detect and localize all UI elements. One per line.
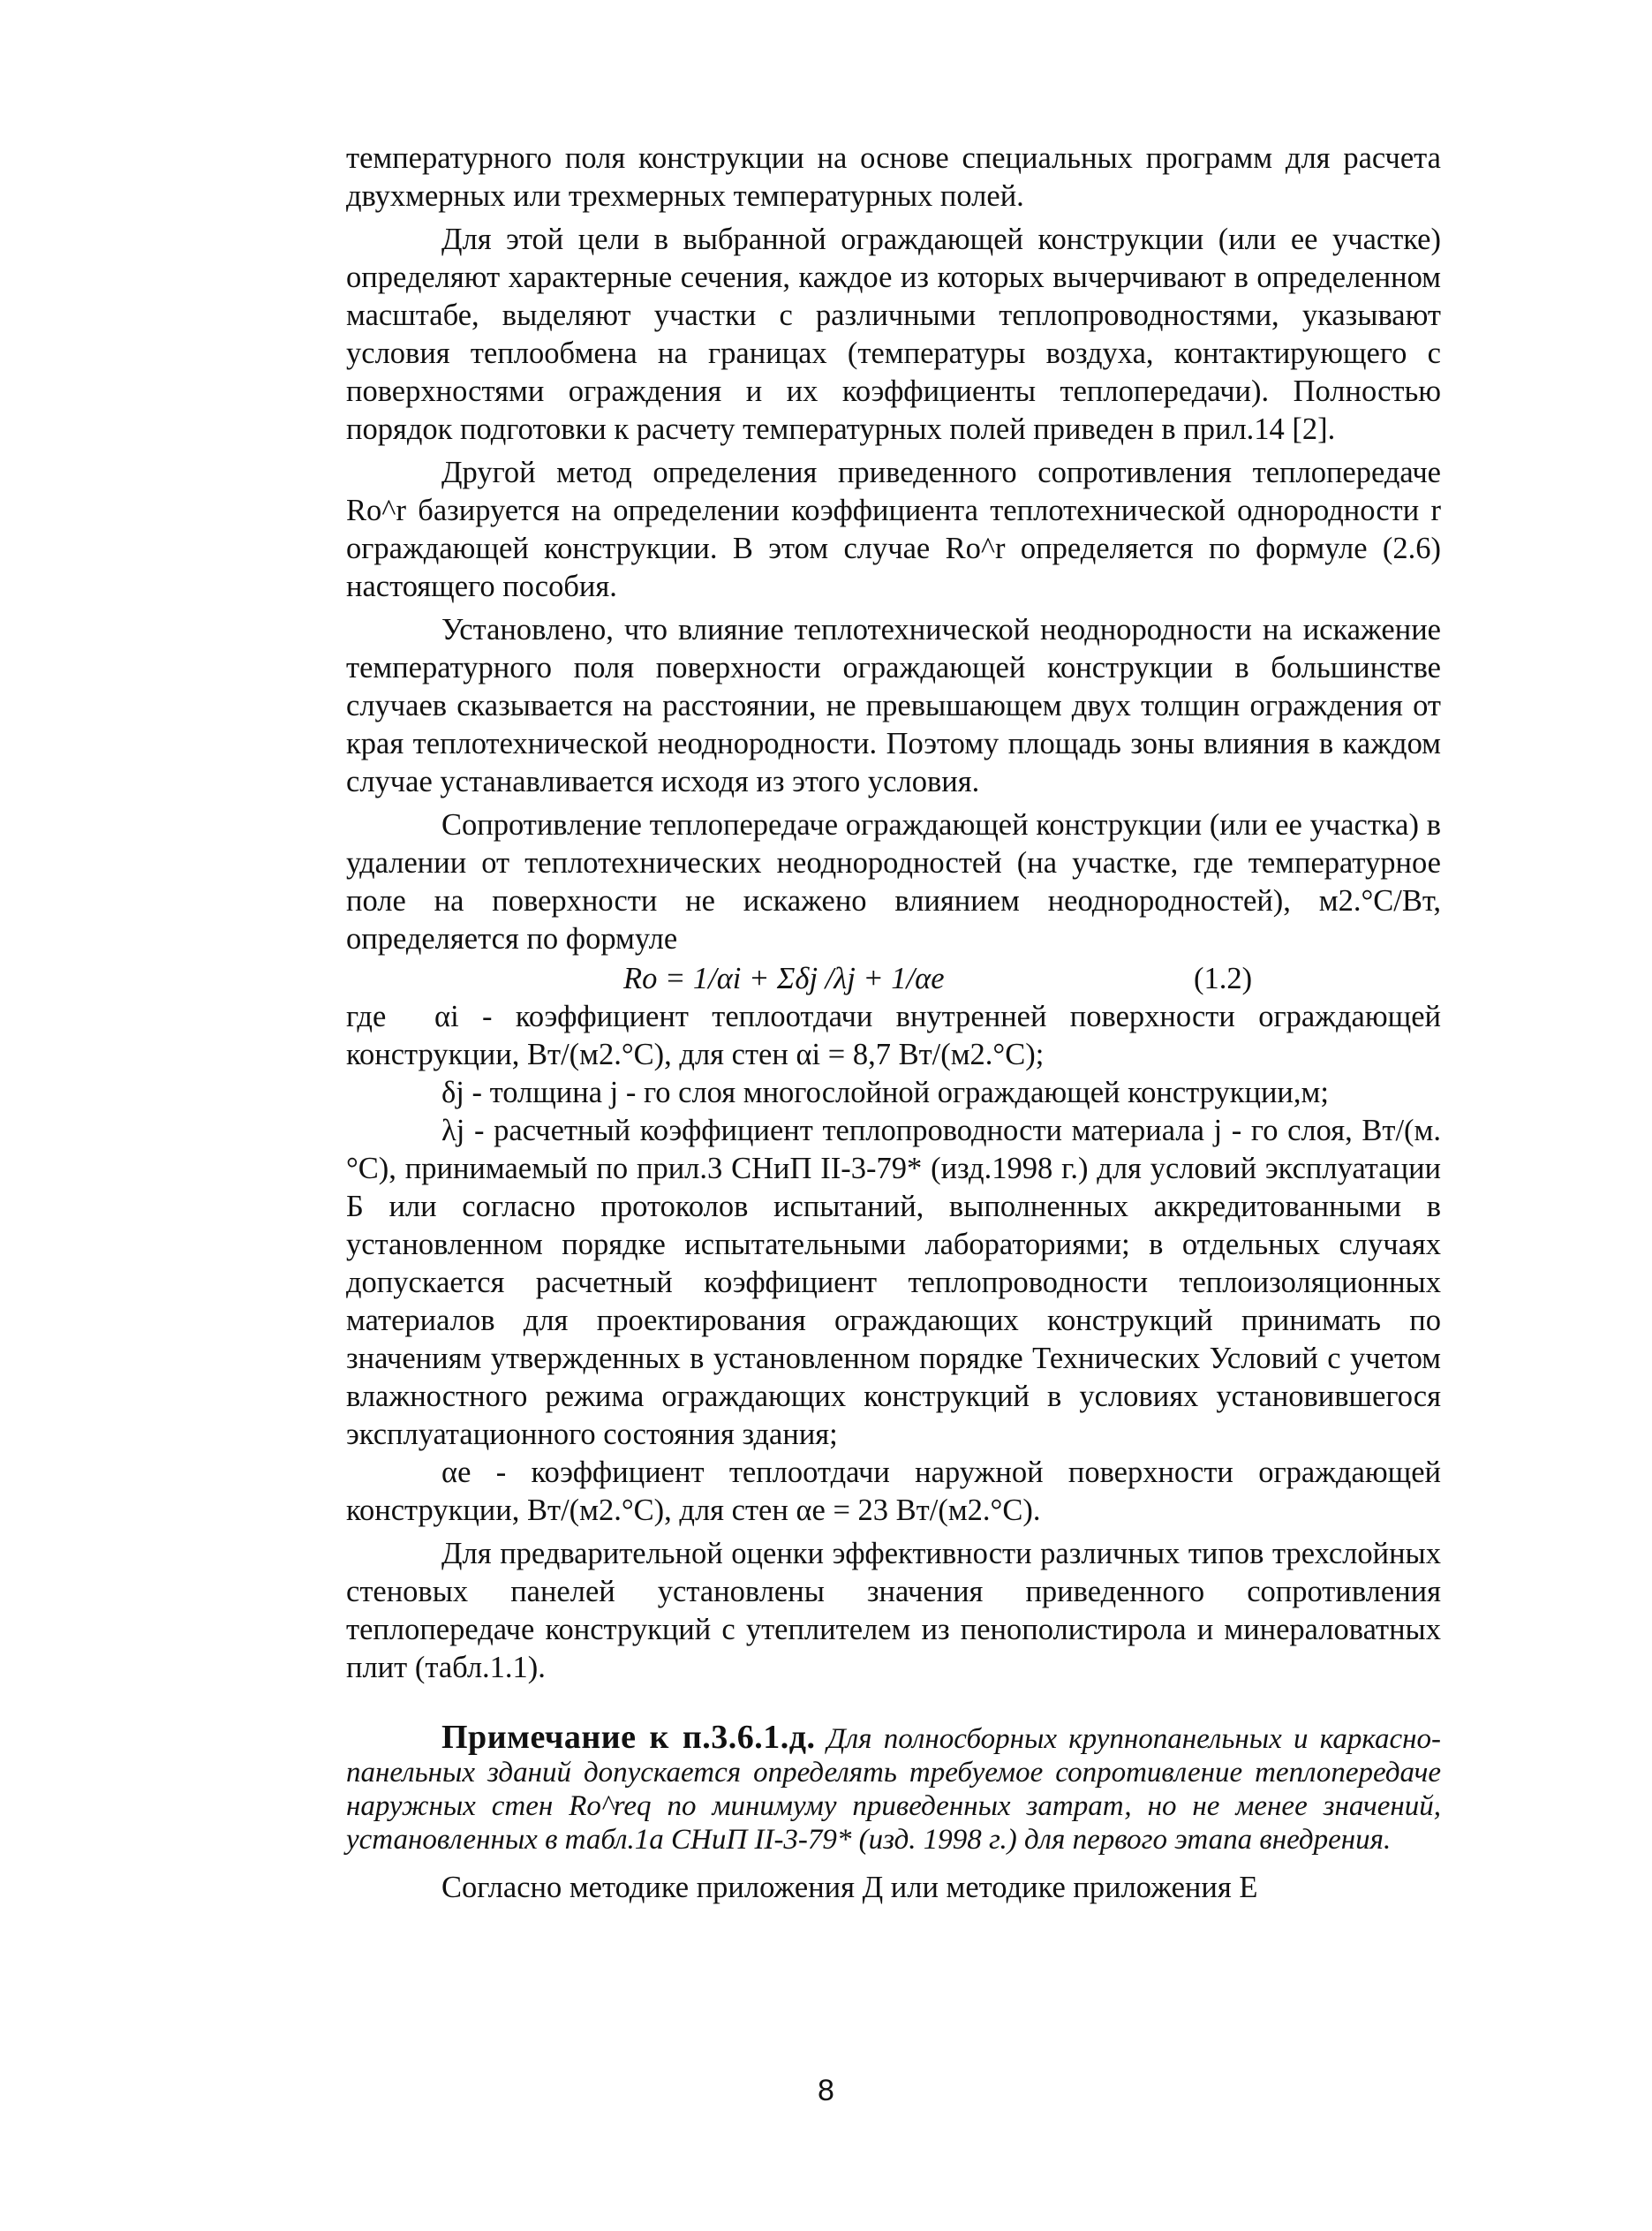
formula-number: (1.2): [1194, 962, 1253, 995]
formula-expression: Ro = 1/αi + Σδj /λj + 1/αe: [623, 962, 945, 995]
paragraph-continuation: температурного поля конструкции на основе специальных программ для расчета двухмерных или трехмерных температурных полей.: [346, 141, 1441, 213]
page-number: 8: [818, 2074, 834, 2107]
paragraph-other-method: Другой метод определения приведенного сопротивления теплопередаче Ro^r базируется на определении коэффициента теплотехнической однородности r ограждающей конструкции. В этом случае Ro^r определяется по формуле (2.6) настоящего пособия.: [346, 456, 1441, 603]
definition-alpha-i: [346, 998, 1441, 1074]
note-paragraph: [346, 1721, 1441, 1857]
where-word: где: [346, 1000, 387, 1033]
paragraph-established: Установлено, что влияние теплотехнической неоднородности на искажение температурного поля поверхности ограждающей конструкции в большинстве случаев сказывается на расстоянии, не превышающем двух толщин ограждения от края теплотехнической неоднородности. Поэтому площадь зоны влияния в каждом случае устанавливается исходя из этого условия.: [346, 613, 1441, 798]
paragraph-last-line: Согласно методике приложения Д или методике приложения Е: [441, 1871, 1258, 1904]
formula-1-2: [346, 960, 1441, 998]
page-body: [346, 140, 1441, 1907]
note-heading: Примечание к п.3.6.1.д.: [441, 1719, 816, 1756]
paragraph-resistance: Сопротивление теплопередаче ограждающей конструкции (или ее участка) в удалении от теплотехнических неоднородностей (на участке, где температурное поле на поверхности не искажено влиянием неоднородностей), м2.°С/Вт, определяется по формуле: [346, 808, 1441, 956]
definition-alpha-i-text: αi - коэффициент теплоотдачи внутренней поверхности ограждающей конструкции, Вт/(м2.°С), для стен αi = 8,7 Вт/(м2.°С);: [346, 1000, 1441, 1071]
note-body: Для полносборных крупнопанельных и каркасно-панельных зданий допускается определять требуемое сопротивление теплопередаче наружных стен Ro^req по минимуму приведенных затрат, но не менее значений, установленных в табл.1а СНиП II-3-79* (изд. 1998 г.) для первого этапа внедрения.: [346, 1723, 1441, 1856]
paragraph-method-sections: Для этой цели в выбранной ограждающей конструкции (или ее участке) определяют характерные сечения, каждое из которых вычерчивают в определенном масштабе, выделяют участки с различными теплопроводностями, указывают условия теплообмена на границах (температуры воздуха, контактирующего с поверхностями ограждения и их коэффициенты теплопередачи). Полностью порядок подготовки к расчету температурных полей приведен в прил.14 [2].: [346, 223, 1441, 446]
definition-lambda-j: λj - расчетный коэффициент теплопроводности материала j - го слоя, Вт/(м.°С), принимаемый по прил.3 СНиП II-3-79* (изд.1998 г.) для условий эксплуатации Б или согласно протоколов испытаний, выполненных аккредитованными в установленном порядке испытательными лабораториями; в отдельных случаях допускается расчетный коэффициент теплопроводности теплоизоляционных материалов для проектирования ограждающих конструкций принимать по значениям утвержденных в установленном порядке Технических Условий с учетом влажностного режима ограждающих конструкций в условиях установившегося эксплуатационного состояния здания;: [346, 1114, 1441, 1451]
definition-delta-j: δj - толщина j - го слоя многослойной ограждающей конструкции,м;: [441, 1076, 1329, 1109]
definition-alpha-e: αe - коэффициент теплоотдачи наружной поверхности ограждающей конструкции, Вт/(м2.°С), для стен αe = 23 Вт/(м2.°С).: [346, 1456, 1441, 1527]
paragraph-preliminary-estimate: Для предварительной оценки эффективности различных типов трехслойных стеновых панелей установлены значения приведенного сопротивления теплопередаче конструкций с утеплителем из пенополистирола и минераловатных плит (табл.1.1).: [346, 1537, 1441, 1684]
